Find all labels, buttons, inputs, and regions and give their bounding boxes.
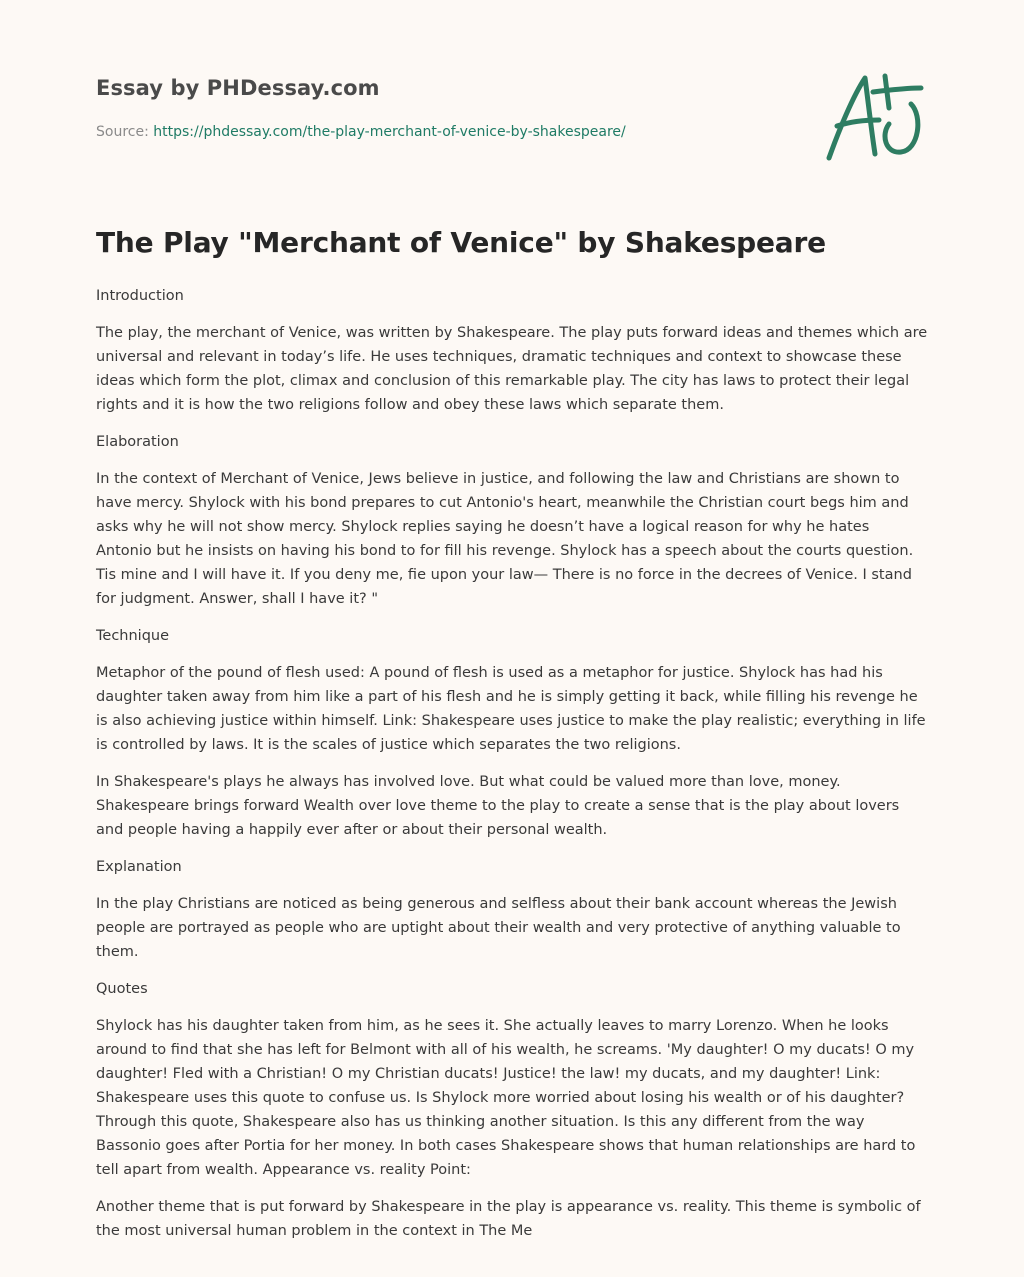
body-paragraph: The play, the merchant of Venice, was written by Shakespeare. The play puts forward ideas and themes which are universal and relevant in today’s life. He uses techniques, dramatic techniques and context to showcase these ideas which form the plot, climax and conclusion of this remarkable play. The city has laws to protect their legal rights and it is how the two religions follow and obey these laws which separate them. — [96, 325, 928, 413]
body-paragraph: Shylock has his daughter taken from him, as he sees it. She actually leaves to marry Lorenzo. When he looks around to find that she has left for Belmont with all of his wealth, he screams. 'My daughter! O my ducats! O my daughter! Fled with a Christian! O my Christian ducats! Justice! the law! my ducats, and my daughter! Link: Shakespeare uses this quote to confuse us. Is Shylock more worried about losing his wealth or of his daughter? Through this quote, Shakespeare also has us thinking another situation. Is this any different from the way Bassonio goes after Portia for her money. In both cases Shakespeare shows that human relationships are hard to tell apart from wealth. Appearance vs. reality Point: — [96, 1018, 916, 1178]
section-heading: Technique — [96, 628, 170, 644]
source-link[interactable]: https://phdessay.com/the-play-merchant-of-venice-by-shakespeare/ — [153, 124, 626, 140]
source-label: Source: — [96, 124, 149, 140]
body-paragraph: In the play Christians are noticed as being generous and selfless about their bank account whereas the Jewish people are portrayed as people who are uptight about their wealth and very protective of anything valuable to them. — [96, 896, 901, 960]
section-heading: Explanation — [96, 859, 182, 875]
body-paragraph: In Shakespeare's plays he always has involved love. But what could be valued more than love, money. Shakespeare brings forward Wealth over love theme to the play to create a sense that is the play about lovers and people having a happily ever after or about their personal wealth. — [96, 774, 900, 838]
a-plus-grade-icon — [823, 68, 927, 164]
body-paragraph: Another theme that is put forward by Shakespeare in the play is appearance vs. reality. This theme is symbolic of the most universal human problem in the context in The Me — [96, 1199, 921, 1239]
body-paragraph: In the context of Merchant of Venice, Jews believe in justice, and following the law and Christians are shown to have mercy. Shylock with his bond prepares to cut Antonio's heart, meanwhile the Christian court begs him and asks why he will not show mercy. Shylock replies saying he doesn’t have a logical reason for why he hates Antonio but he insists on having his bond to for fill his revenge. Shylock has a speech about the courts question. Tis mine and I will have it. If you deny me, fie upon your law— There is no force in the decrees of Venice. I stand for judgment. Answer, shall I have it? " — [96, 471, 914, 607]
section-heading: Elaboration — [96, 434, 179, 450]
body-paragraph: Metaphor of the pound of flesh used: A pound of flesh is used as a metaphor for justice. Shylock has had his daughter taken away from him like a part of his flesh and he is simply getting it back, while filling his revenge he is also achieving justice within himself. Link: Shakespeare uses justice to make the play realistic; everything in life is controlled by laws. It is the scales of justice which separates the two religions. — [96, 665, 926, 753]
source-line — [96, 124, 626, 140]
section-heading: Quotes — [96, 981, 148, 997]
essay-body — [96, 284, 928, 1256]
site-brand: Essay by PHDessay.com — [96, 76, 380, 100]
essay-title: The Play "Merchant of Venice" by Shakespeare — [96, 226, 826, 259]
section-heading: Introduction — [96, 288, 184, 304]
